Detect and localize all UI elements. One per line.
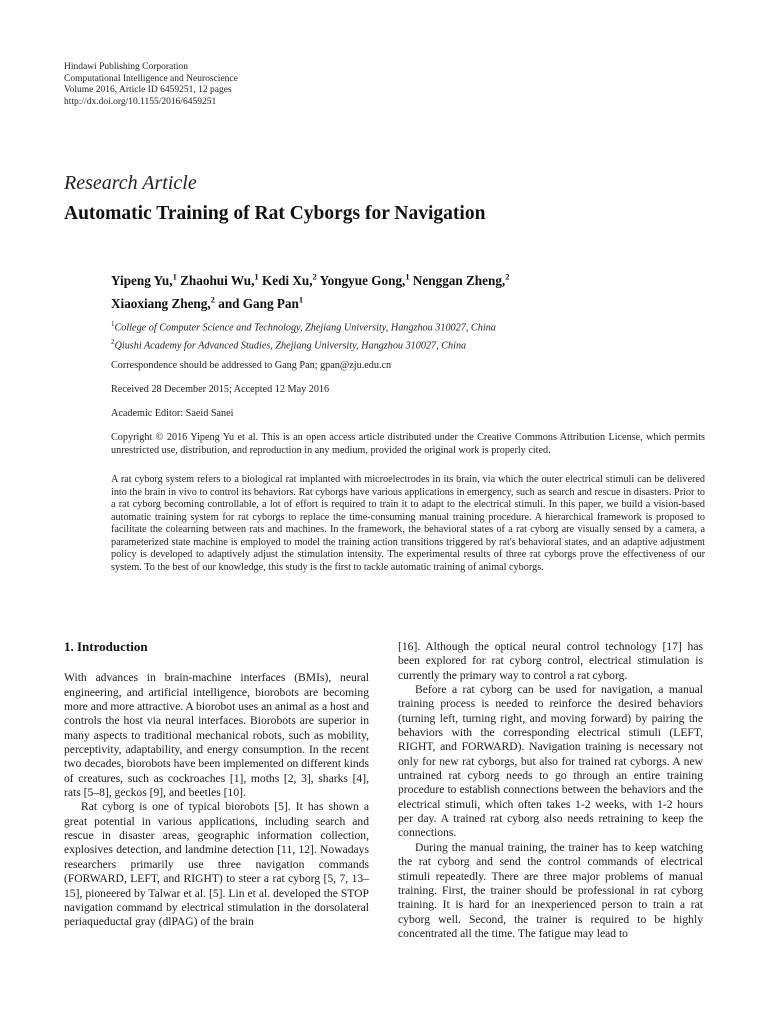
- author: Kedi Xu,$^2$: [261, 272, 317, 289]
- author: Nenggan Zheng,$^2$: [412, 272, 510, 289]
- paragraph: Rat cyborg is one of typical biorobots [5]. It has shown a great potential in various applications, including search and rescue in disaster areas, geographic information collection, explosives detection, and landmine detection [11, 12]. Nowadays researchers primarily use three navigation commands (FORWARD, LEFT, and RIGHT) to steer a rat cyborg [5, 7, 13–15], pioneered by Talwar et al. [5]. Lin et al. developed the STOP navigation command by electrical stimulation in the dorsolateral periaqueductal gray (dlPAG) of the brain: [64, 800, 369, 929]
- copyright-notice: Copyright © 2016 Yipeng Yu et al. This is an open access article distributed under the Creative Commons Attribution License, which permits unrestricted use, distribution, and reproduction in any medium, provided the original work is properly cited.: [111, 432, 705, 456]
- correspondence: Correspondence should be addressed to Gang Pan; gpan@zju.edu.cn: [111, 360, 392, 371]
- journal-name: Computational Intelligence and Neuroscience: [64, 73, 238, 84]
- author: Yongyue Gong,$^1$: [319, 272, 410, 289]
- section-heading: 1. Introduction: [64, 639, 148, 654]
- paragraph: With advances in brain-machine interfaces (BMIs), neural engineering, and artificial intelligence, biorobots are becoming more and more attractive. A biorobot uses an animal as a host and controls the host via neural interfaces. Biorobots are superior in many aspects to traditional mechanical robots, such as mobility, perceptivity, adaptability, and energy consumption. In the recent two decades, biorobots have been implemented on different kinds of creatures, such as cockroaches [1], moths [2, 3], sharks [4], rats [5–8], geckos [9], and beetles [10].: [64, 671, 369, 800]
- right-column: [398, 640, 703, 941]
- author: Xiaoxiang Zheng,$^2$: [111, 294, 215, 311]
- author-list: [111, 268, 711, 313]
- journal-header: [64, 62, 238, 108]
- author: Yipeng Yu,$^1$: [111, 272, 177, 289]
- paper-title: Automatic Training of Rat Cyborgs for Navigation: [64, 203, 486, 224]
- paragraph: [16]. Although the optical neural control technology [17] has been explored for rat cyborg control, electrical stimulation is currently the primary way to control a rat cyborg.: [398, 640, 703, 682]
- author: Zhaohui Wu,$^1$: [180, 272, 259, 289]
- abstract: A rat cyborg system refers to a biological rat implanted with microelectrodes in its brain, via which the outer electrical stimuli can be delivered into the brain in vivo to control its behaviors. Rat cyborgs have various applications in emergency, such as search and rescue in disasters. Prior to a rat cyborg becoming controllable, a lot of effort is required to train it to adapt to the electrical stimuli. In this paper, we build a vision-based automatic training system for rat cyborgs to replace the time-consuming manual training procedure. A hierarchical framework is proposed to facilitate the colearning between rats and machines. In the framework, the behavioral states of a rat cyborg are visually sensed by a camera, a parameterized state machine is employed to model the training action transitions triggered by rat's behavioral states, and an adaptive adjustment policy is developed to adaptively adjust the stimulation intensity. The experimental results of three rat cyborgs prove the effectiveness of our system. To the best of our knowledge, this study is the first to tackle automatic training of animal cyborgs.: [111, 474, 705, 573]
- paragraph: Before a rat cyborg can be used for navigation, a manual training process is needed to reinforce the desired behaviors (turning left, turning right, and moving forward) by pairing the behaviors with the corresponding electrical stimuli (LEFT, RIGHT, and FORWARD). Navigation training is necessary not only for new rat cyborgs, but also for trained rat cyborgs. A new untrained rat cyborg needs to go through an entire training procedure to establish connections between the behaviors and the electrical stimuli, which often takes 1-2 weeks, with 1-2 hours per day. A trained rat cyborg also needs retraining to keep the connections.: [398, 683, 703, 840]
- publisher: Hindawi Publishing Corporation: [64, 62, 189, 72]
- received-dates: Received 28 December 2015; Accepted 12 May 2016: [111, 384, 330, 395]
- academic-editor: Academic Editor: Saeid Sanei: [111, 408, 234, 419]
- affiliation-1: $^1$College of Computer Science and Technology, Zhejiang University, Hangzhou 310027, China: [111, 320, 496, 334]
- doi-link[interactable]: http://dx.doi.org/10.1155/2016/6459251: [64, 96, 217, 107]
- affiliations: [111, 317, 496, 354]
- paragraph: During the manual training, the trainer has to keep watching the rat cyborg and send the control commands of electrical stimuli repeatedly. There are three major problems of manual training. First, the trainer should be professional in rat cyborg training. It is hard for an inexperienced person to train a rat cyborg well. Second, the trainer is required to be highly concentrated all the time. The fatigue may lead to: [398, 840, 703, 940]
- affiliation-2: $^2$Qiushi Academy for Advanced Studies, Zhejiang University, Hangzhou 310027, China: [111, 338, 467, 352]
- left-column: [64, 640, 369, 930]
- volume-info: Volume 2016, Article ID 6459251, 12 pages: [64, 85, 232, 95]
- article-type: Research Article: [64, 172, 197, 194]
- author: and Gang Pan$^1$: [218, 294, 304, 311]
